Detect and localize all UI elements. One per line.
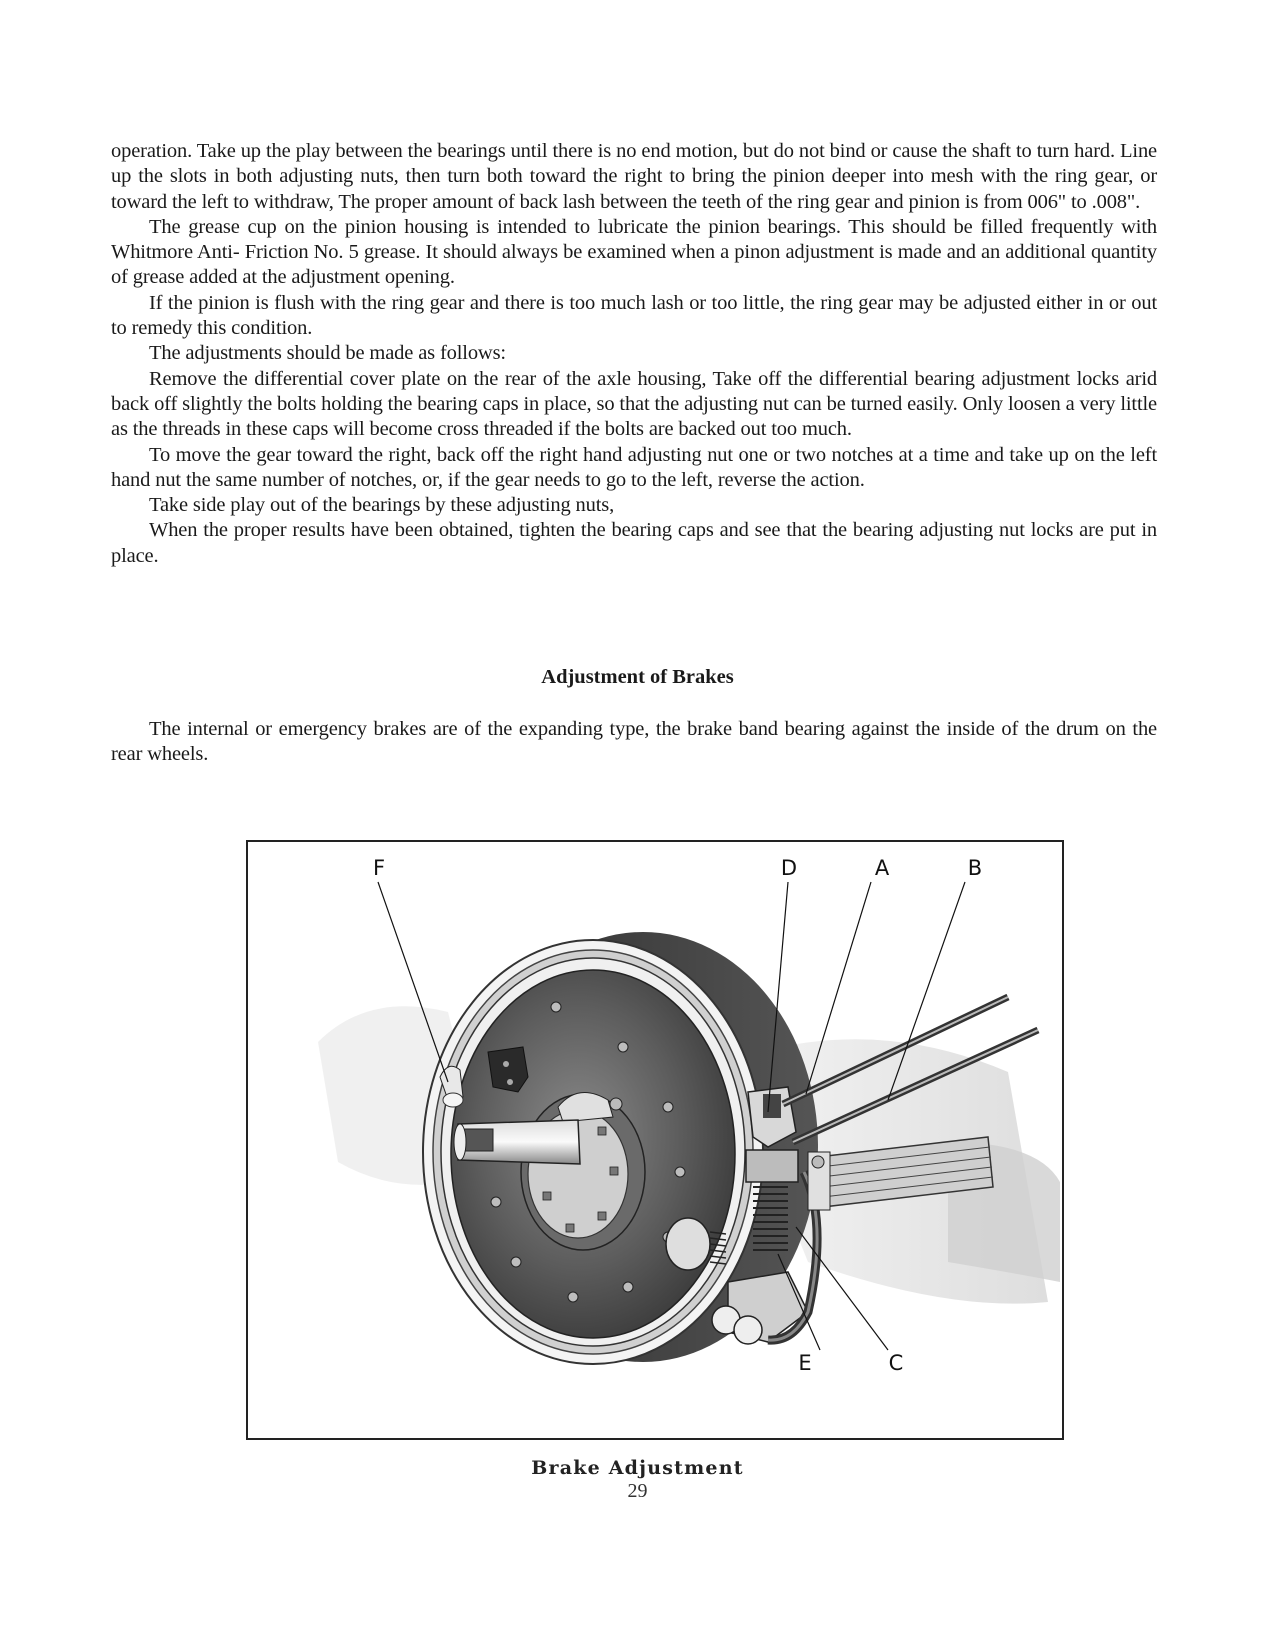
paragraph-1: operation. Take up the play between the bearings until there is no end motion, but do not bind or cause the shaft to turn hard. Line up the slots in both adjusting nuts, then turn both toward the right to bring the pinion deeper into mesh with the ring gear, or toward the left to withdraw, The proper amount of back lash between the teeth of the ring gear and pinion is from 006" to .008". bbox=[111, 140, 1157, 213]
callout-label-e: E bbox=[798, 1351, 812, 1375]
section-heading: Adjustment of Brakes bbox=[541, 666, 734, 688]
callout-label-a: A bbox=[874, 856, 890, 880]
paragraph-4: The adjustments should be made as follows: bbox=[149, 342, 506, 365]
callout-label-d: D bbox=[780, 856, 798, 880]
figure-caption: Brake Adjustment bbox=[531, 1457, 744, 1479]
figure-brake-adjustment bbox=[246, 840, 1064, 1440]
paragraph-7: Take side play out of the bearings by these adjusting nuts, bbox=[149, 494, 615, 517]
body-text bbox=[111, 139, 1157, 569]
paragraph-5: Remove the differential cover plate on the rear of the axle housing, Take off the differential bearing adjustment locks arid back off slightly the bolts holding the bearing caps in place, so that the adjusting nut can be turned easily. Only loosen a very little as the threads in these caps will become cross threaded if the bolts are backed out too much. bbox=[111, 367, 1157, 441]
paragraph-8: When the proper results have been obtained, tighten the bearing caps and see that the bearing adjusting nut locks are put in place. bbox=[111, 519, 1157, 567]
brake-assembly-illustration bbox=[248, 842, 1062, 1438]
paragraph-2: The grease cup on the pinion housing is intended to lubricate the pinion bearings. This should be filled frequently with Whitmore Anti- Friction No. 5 grease. It should always be examined when a pinon adjustment is made and an additional quantity of grease added at the adjustment opening. bbox=[111, 215, 1157, 289]
paragraph-6: To move the gear toward the right, back off the right hand adjusting nut one or two notches at a time and take up on the left hand nut the same number of notches, or, if the gear needs to go to the left, reverse the action. bbox=[111, 443, 1157, 491]
callout-label-b: B bbox=[967, 856, 983, 880]
section-paragraph-1: The internal or emergency brakes are of the expanding type, the brake band bearing against the inside of the drum on the rear wheels. bbox=[111, 718, 1157, 766]
callout-label-c: C bbox=[888, 1351, 904, 1375]
callout-label-f: F bbox=[372, 856, 386, 880]
page-number: 29 bbox=[627, 1480, 648, 1502]
paragraph-3: If the pinion is flush with the ring gear and there is too much lash or too little, the ring gear may be adjusted either in or out to remedy this condition. bbox=[111, 291, 1157, 340]
section-body bbox=[111, 717, 1157, 768]
